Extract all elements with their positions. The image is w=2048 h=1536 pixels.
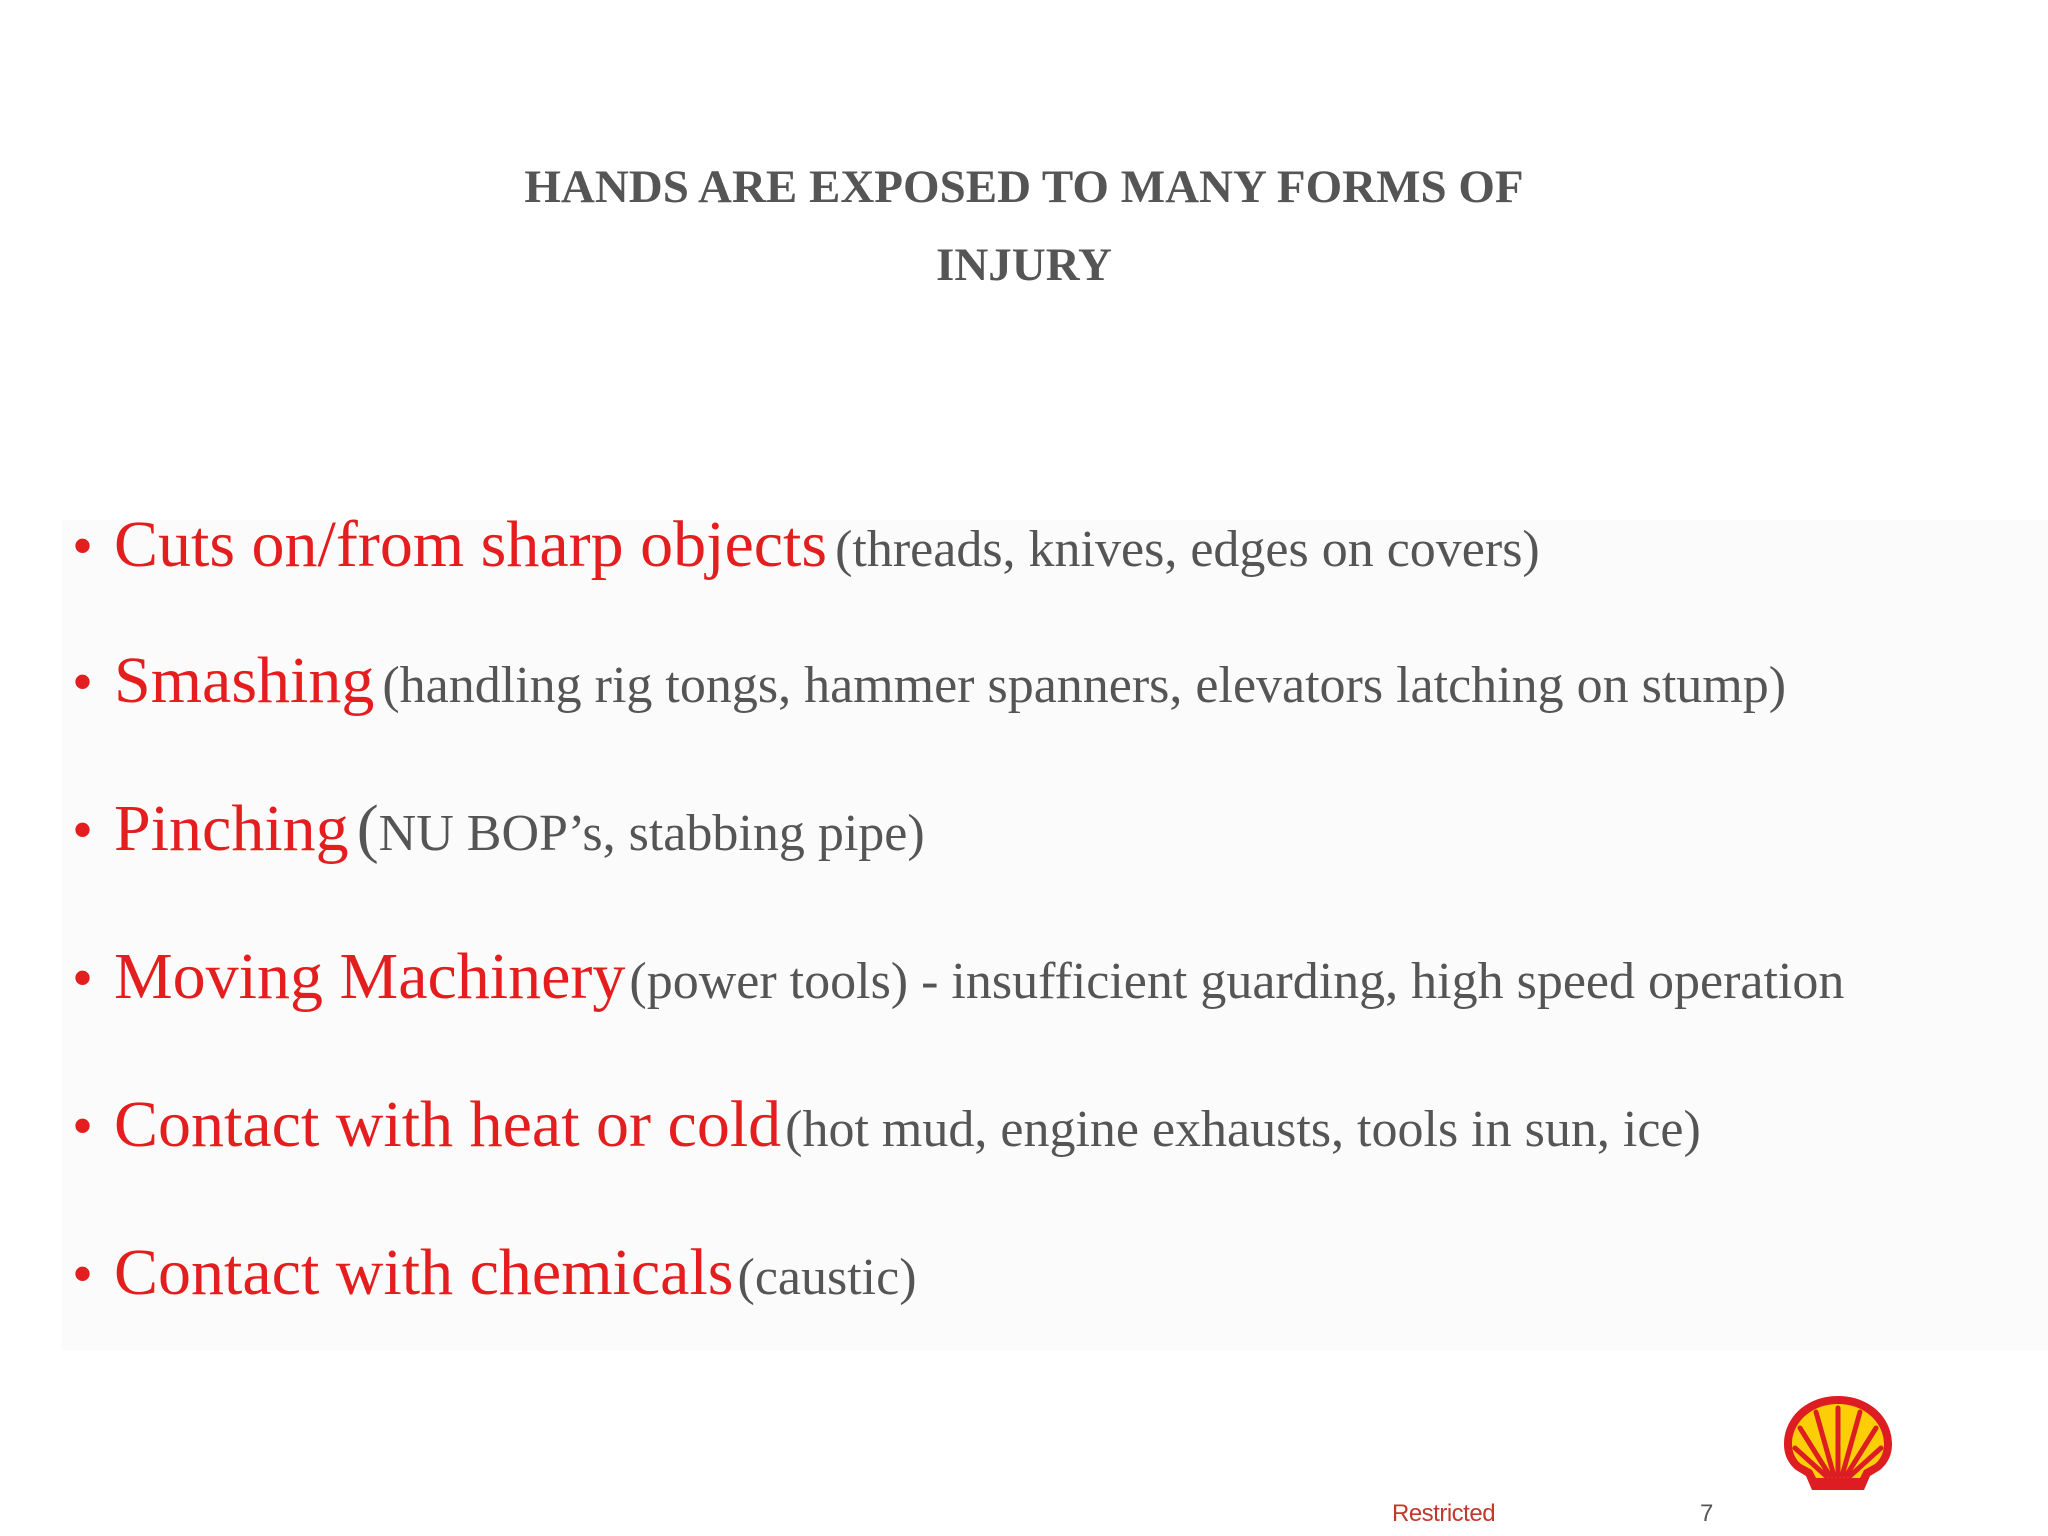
bullet-detail: (handling rig tongs, hammer spanners, elevators latching on stump) bbox=[382, 657, 1787, 714]
bullet-open-paren: ( bbox=[356, 792, 379, 865]
slide-title-line-2: INJURY bbox=[936, 239, 1112, 291]
bullet-term: Pinching bbox=[114, 792, 349, 865]
bullet-detail: (power tools) - insufficient guarding, high speed operation bbox=[629, 953, 1845, 1010]
bullet-term: Smashing bbox=[114, 644, 375, 717]
classification-label: Restricted bbox=[1392, 1500, 1496, 1527]
bullet-moving-machinery bbox=[72, 940, 1845, 1013]
page-number: 7 bbox=[1700, 1500, 1714, 1527]
bullet-detail: (threads, knives, edges on covers) bbox=[835, 521, 1540, 578]
bullet-dot: • bbox=[72, 649, 94, 715]
bullet-term: Contact with heat or cold bbox=[114, 1088, 782, 1161]
bullet-detail: NU BOP’s, stabbing pipe) bbox=[378, 805, 925, 862]
bullet-heat-cold bbox=[72, 1088, 1701, 1161]
bullet-dot: • bbox=[72, 1093, 94, 1159]
bullet-dot: • bbox=[72, 945, 94, 1011]
bullet-pinching bbox=[72, 792, 925, 865]
slide-title bbox=[0, 148, 2048, 304]
bullet-detail: (caustic) bbox=[737, 1249, 917, 1306]
bullet-term: Cuts on/from sharp objects bbox=[114, 508, 828, 581]
bullet-term: Moving Machinery bbox=[114, 940, 626, 1013]
bullet-dot: • bbox=[72, 513, 94, 579]
bullet-chemicals bbox=[72, 1236, 917, 1309]
bullet-cuts bbox=[72, 508, 1540, 581]
bullet-dot: • bbox=[72, 797, 94, 863]
bullet-dot: • bbox=[72, 1241, 94, 1307]
bullet-detail: (hot mud, engine exhausts, tools in sun, ice) bbox=[785, 1101, 1701, 1158]
bullet-term: Contact with chemicals bbox=[114, 1236, 734, 1309]
bullet-smashing bbox=[72, 644, 1787, 717]
shell-pecten-logo-icon bbox=[1780, 1392, 1896, 1496]
slide-title-line-1: HANDS ARE EXPOSED TO MANY FORMS OF bbox=[524, 161, 1524, 213]
